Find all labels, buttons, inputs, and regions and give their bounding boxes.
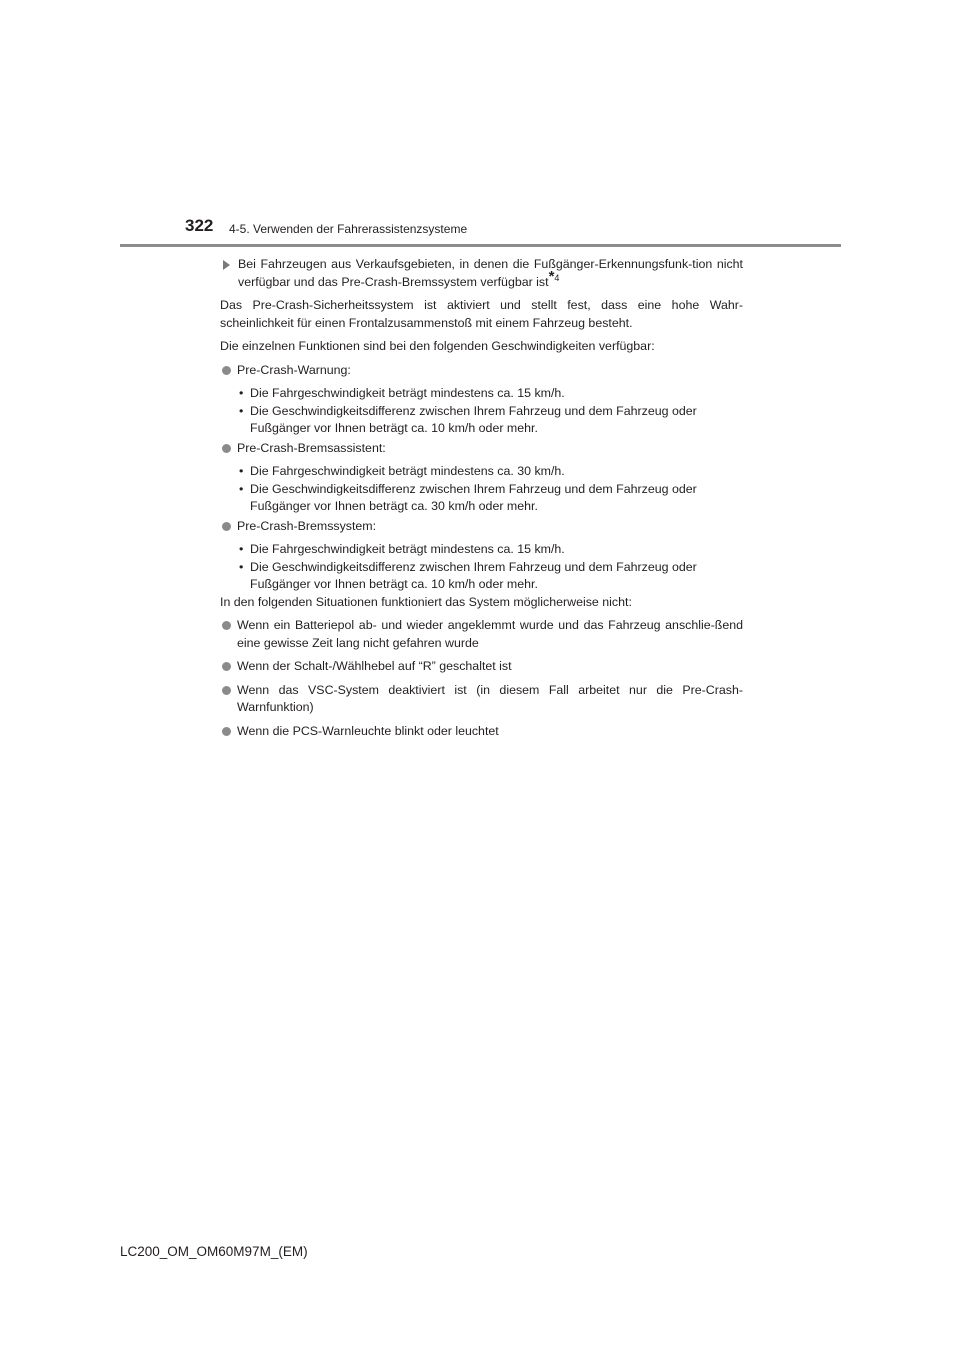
region-condition-item — [220, 256, 743, 291]
sub-bullet: • — [239, 559, 244, 574]
situation-item: Wenn ein Batteriepol ab- und wieder angeklemmt wurde und das Fahrzeug anschlie-ßend eine gewisse Zeit lang nicht gefahren wurde — [220, 617, 743, 652]
situation-item: Wenn der Schalt-/Wählhebel auf “R” geschaltet ist — [220, 658, 743, 676]
function-title: Pre-Crash-Bremssystem: — [237, 518, 377, 533]
function-item — [220, 362, 743, 380]
footnote-number: 4 — [554, 272, 560, 283]
bullet-dot-icon — [222, 621, 231, 630]
sub-bullet: • — [239, 464, 244, 478]
functions-paragraph: Die einzelnen Funktionen sind bei den folgenden Geschwindigkeiten verfügbar: — [220, 339, 655, 353]
condition-list — [220, 463, 743, 516]
condition-item: • Die Geschwindigkeitsdifferenz zwischen Ihrem Fahrzeug und dem Fahrzeug oder Fußgänger vor Ihnen beträgt ca. 10 km/h oder mehr. — [239, 403, 697, 435]
function-title: Pre-Crash-Bremsassistent: — [237, 440, 386, 455]
bullet-dot-icon — [222, 522, 231, 531]
situations-paragraph: In den folgenden Situationen funktioniert das System möglicherweise nicht: — [220, 594, 632, 609]
footnote-asterisk: * — [548, 267, 555, 285]
situation-item: Wenn das VSC-System deaktiviert ist (in diesem Fall arbeitet nur die Pre-Crash-Warnfunktion) — [220, 682, 743, 717]
function-item — [220, 440, 743, 458]
condition-list — [220, 541, 743, 594]
bullet-dot-icon — [222, 662, 231, 671]
condition-item: • Die Fahrgeschwindigkeit beträgt mindestens ca. 30 km/h. — [220, 463, 743, 481]
condition-item: • Die Geschwindigkeitsdifferenz zwischen Ihrem Fahrzeug und dem Fahrzeug oder Fußgänger vor Ihnen beträgt ca. 30 km/h oder mehr. — [239, 481, 697, 513]
region-condition-text: Bei Fahrzeugen aus Verkaufsgebieten, in denen die Fußgänger-Erkennungsfunk-tion nicht verfügbar und das Pre-Crash-Bremssystem verfügbar ist — [238, 257, 743, 289]
sub-bullet: • — [239, 403, 244, 418]
bullet-dot-icon — [222, 444, 231, 453]
function-item — [220, 518, 743, 536]
sub-bullet: • — [239, 481, 244, 496]
condition-item: • Die Fahrgeschwindigkeit beträgt mindestens ca. 15 km/h. — [220, 541, 743, 559]
sub-bullet: • — [239, 542, 244, 556]
bullet-dot-icon — [222, 366, 231, 375]
condition-item: • Die Geschwindigkeitsdifferenz zwischen Ihrem Fahrzeug und dem Fahrzeug oder Fußgänger vor Ihnen beträgt ca. 10 km/h oder mehr. — [239, 559, 697, 591]
section-title: 4-5. Verwenden der Fahrerassistenzsysteme — [229, 222, 468, 236]
document-code: LC200_OM_OM60M97M_(EM) — [120, 1244, 308, 1259]
page-number: 322 — [185, 216, 214, 235]
function-title: Pre-Crash-Warnung: — [237, 362, 351, 377]
header-divider — [120, 244, 841, 247]
page-content — [220, 256, 743, 746]
situation-item: Wenn die PCS-Warnleuchte blinkt oder leuchtet — [220, 723, 743, 741]
sub-bullet: • — [239, 386, 244, 400]
triangle-arrow-icon — [223, 260, 230, 270]
condition-item: • Die Fahrgeschwindigkeit beträgt mindestens ca. 15 km/h. — [220, 385, 743, 403]
condition-list — [220, 385, 743, 438]
bullet-dot-icon — [222, 686, 231, 695]
bullet-dot-icon — [222, 727, 231, 736]
intro-paragraph: Das Pre-Crash-Sicherheitssystem ist aktiviert und stellt fest, dass eine hohe Wahr-scheinlichkeit für einen Frontalzusammenstoß mit einem Fahrzeug besteht. — [220, 298, 743, 330]
